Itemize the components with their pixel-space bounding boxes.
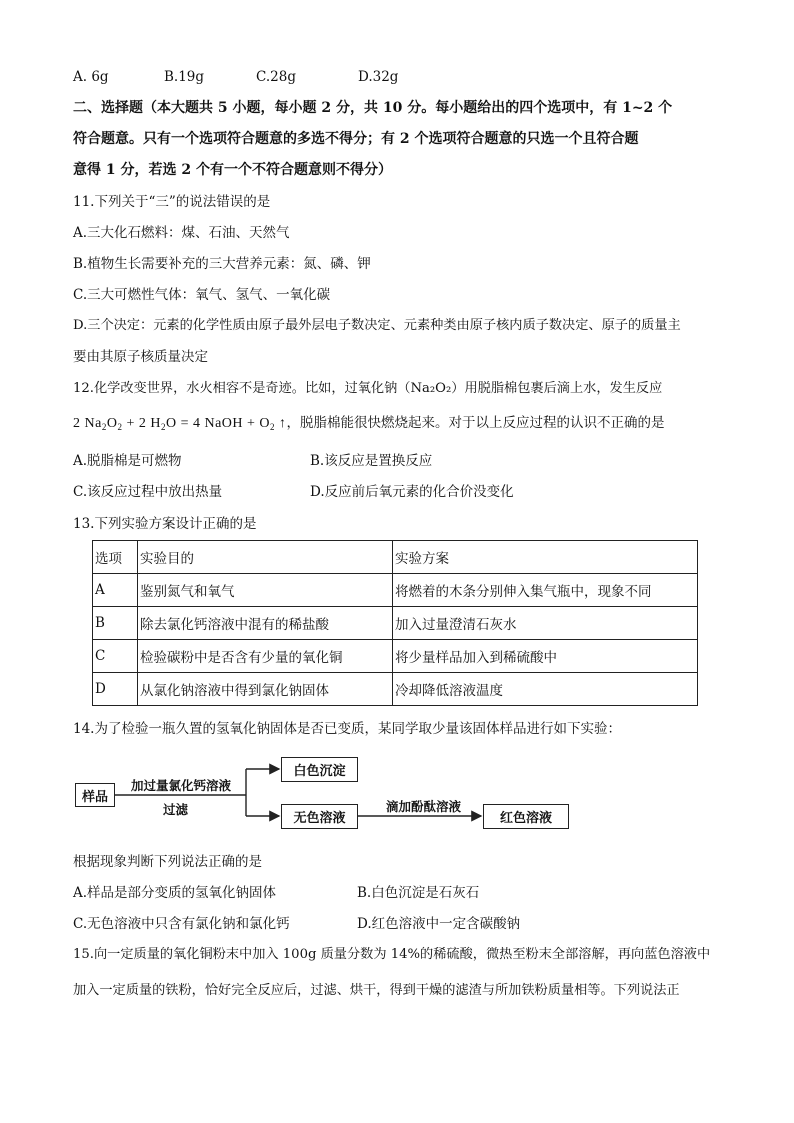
q13-stem: 13.下列实验方案设计正确的是 (73, 516, 257, 532)
table-cell: 检验碳粉中是否含有少量的氧化铜 (138, 640, 393, 673)
q14-stem: 14.为了检验一瓶久置的氢氧化钠固体是否已变质，某同学取少量该固体样品进行如下实验： (73, 721, 621, 737)
flow-solution-box: 无色溶液 (281, 804, 358, 829)
table-cell: 加入过量澄清石灰水 (393, 607, 698, 640)
flow-precipitate-box: 白色沉淀 (281, 757, 358, 782)
q10-option-a: A. 6g (73, 69, 109, 85)
q15-line2: 加入一定质量的铁粉，恰好完全反应后，过滤、烘干，得到干燥的滤渣与所加铁粉质量相等。下列说法正 (73, 983, 680, 998)
q11-option-d-line2: 要由其原子核质量决定 (73, 349, 208, 365)
flow-sample-box: 样品 (75, 783, 115, 807)
flow-result-box: 红色溶液 (483, 804, 569, 829)
section2-header-line1: 二、选择题（本大题共 5 小题，每小题 2 分，共 10 分。每小题给出的四个选项中，有 1~2 个 (73, 100, 673, 116)
section2-header-line2: 符合题意。只有一个选项符合题意的多选不得分；有 2 个选项符合题意的只选一个且符合题 (73, 131, 639, 147)
table-cell: 将少量样品加入到稀硫酸中 (393, 640, 698, 673)
q14-option-a: A.样品是部分变质的氢氧化钠固体 (73, 885, 277, 901)
q15-line1: 15.向一定质量的氧化铜粉末中加入 100g 质量分数为 14%的稀硫酸，微热至粉末全部溶解，再向蓝色溶液中 (73, 947, 711, 962)
q12-option-d: D.反应前后氧元素的化合价没变化 (310, 484, 514, 500)
table-cell: D (93, 673, 138, 706)
q12-option-c: C.该反应过程中放出热量 (73, 484, 223, 500)
table-cell: 将燃着的木条分别伸入集气瓶中，现象不同 (393, 574, 698, 607)
table-cell: 从氯化钠溶液中得到氯化钠固体 (138, 673, 393, 706)
q12-option-a: A.脱脂棉是可燃物 (73, 453, 182, 469)
q12-option-b: B.该反应是置换反应 (310, 453, 433, 469)
q12-equation: 2 $Na_2O_2 + 2$ $H_2O = 4$ NaOH + $O_2$ ↑ (73, 416, 287, 432)
q10-option-c: C.28g (256, 69, 296, 85)
q11-option-c: C.三大可燃性气体：氧气、氢气、一氧化碳 (73, 287, 331, 303)
q12-stem-line1: 12.化学改变世界，水火相容不是奇迹。比如，过氧化钠（Na₂O₂）用脱脂棉包裹后滴上水，发生反应 (73, 381, 663, 396)
q11-option-d-line1: D.三个决定：元素的化学性质由原子最外层电子数决定、元素种类由原子核内质子数决定、原子的质量主 (73, 318, 681, 333)
table-cell: 冷却降低溶液温度 (393, 673, 698, 706)
q12-stem-suffix: ，脱脂棉能很快燃烧起来。对于以上反应过程的认识不正确的是 (286, 415, 665, 431)
section2-header-line3: 意得 1 分，若选 2 个有一个不符合题意则不得分） (73, 162, 392, 178)
table-header-cell: 实验目的 (138, 541, 393, 574)
flow-step1-label: 加过量氯化钙溶液 (131, 778, 232, 793)
q14-judge: 根据现象判断下列说法正确的是 (73, 854, 262, 870)
flow-step2-label: 滴加酚酞溶液 (386, 799, 462, 814)
table-header-cell: 选项 (93, 541, 138, 574)
table-cell: A (93, 574, 138, 607)
q11-stem: 11.下列关于“三”的说法错误的是 (73, 194, 271, 210)
table-cell: C (93, 640, 138, 673)
flow-filter-label: 过滤 (163, 802, 189, 817)
q14-option-b: B.白色沉淀是石灰石 (357, 885, 480, 901)
table-cell: 除去氯化钙溶液中混有的稀盐酸 (138, 607, 393, 640)
q10-option-b: B.19g (164, 69, 205, 85)
q14-option-d: D.红色溶液中一定含碳酸钠 (357, 916, 521, 932)
table-header-cell: 实验方案 (393, 541, 698, 574)
q10-option-d: D.32g (358, 69, 399, 85)
q14-option-c: C.无色溶液中只含有氯化钠和氯化钙 (73, 916, 290, 932)
table-cell: 鉴别氮气和氧气 (138, 574, 393, 607)
q11-option-b: B.植物生长需要补充的三大营养元素：氮、磷、钾 (73, 256, 371, 272)
q11-option-a: A.三大化石燃料：煤、石油、天然气 (73, 225, 290, 241)
table-cell: B (93, 607, 138, 640)
